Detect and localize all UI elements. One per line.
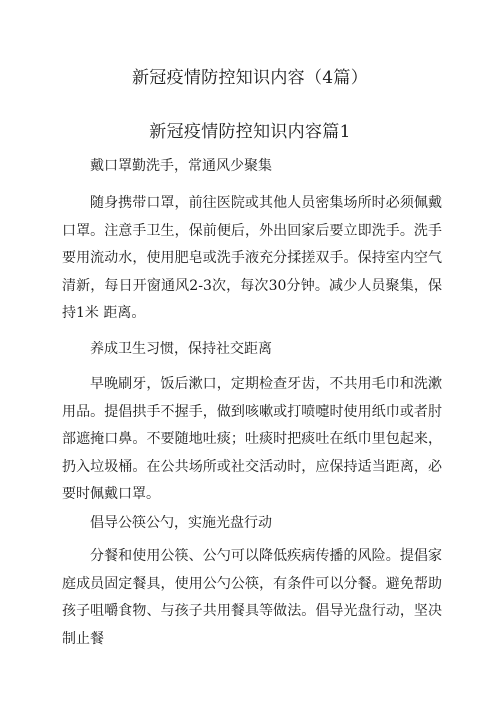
- section-heading-3: 倡导公筷公勺，实施光盘行动: [90, 515, 272, 531]
- section-heading-2: 养成卫生习惯，保持社交距离: [90, 341, 272, 357]
- section-heading-1: 戴口罩勤洗手，常通风少聚集: [90, 158, 272, 174]
- section-paragraph-2: 早晚刷牙，饭后漱口，定期检查牙齿，不共用毛巾和洗漱用品。提倡拱手不握手，做到咳嗽或打喷嚏时使用纸巾或者肘部遮掩口鼻。不要随地吐痰；吐痰时把痰吐在纸巾里包起来，扔入垃圾桶。在公共场所或社交活动时，应保持适当距离，必要时佩戴口罩。: [62, 376, 442, 502]
- section-paragraph-1: 随身携带口罩，前往医院或其他人员密集场所时必须佩戴口罩。注意手卫生，保前便后，外出回家后要立即洗手。洗手要用流动水，使用肥皂或洗手液充分揉搓双手。保持室内空气清新，每日开窗通风2-3次，每次30分钟。减少人员聚集，保持1米 距离。: [62, 195, 442, 321]
- section-title: 新冠疫情防控知识内容篇1: [149, 122, 351, 142]
- section-paragraph-3: 分餐和使用公筷、公勺可以降低疾病传播的风险。提倡家庭成员固定餐具，使用公勺公筷，有条件可以分餐。避免帮助孩子咀嚼食物、与孩子共用餐具等做法。倡导光盘行动，坚决制止餐: [62, 548, 442, 647]
- document-title: 新冠疫情防控知识内容（4篇）: [131, 68, 368, 88]
